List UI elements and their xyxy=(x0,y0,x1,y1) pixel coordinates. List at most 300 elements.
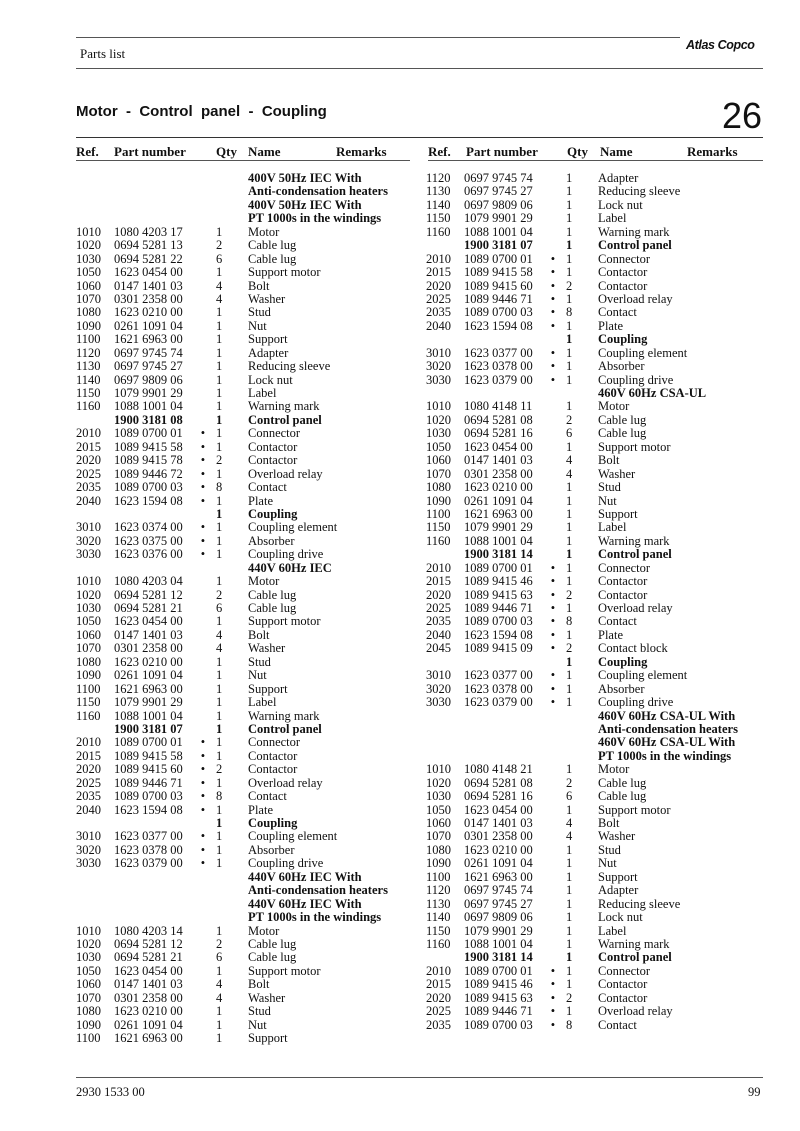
name-cell: Warning mark xyxy=(598,224,670,239)
part-row xyxy=(426,790,766,803)
part-row xyxy=(426,844,766,857)
part-number-cell: 1089 9415 60 xyxy=(114,762,183,777)
part-row xyxy=(426,441,766,454)
part-number-cell: 1623 1594 08 xyxy=(114,493,183,508)
part-number-cell: 1079 9901 29 xyxy=(464,211,533,226)
name-cell: Coupling drive xyxy=(598,372,674,387)
ref-cell: 1140 xyxy=(426,910,451,925)
part-number-cell: 1623 1594 08 xyxy=(464,627,533,642)
name-cell: Plate xyxy=(598,627,623,642)
bullet-mark: • xyxy=(550,305,556,320)
name-cell: Coupling element xyxy=(598,668,688,683)
name-cell: Support xyxy=(248,681,288,696)
part-number-cell: 1089 9446 71 xyxy=(464,601,533,615)
ref-cell: 1030 xyxy=(426,789,451,804)
qty-cell: 1 xyxy=(216,695,223,710)
name-cell: Label xyxy=(598,923,627,938)
qty-cell: 1 xyxy=(216,842,223,857)
variant-heading-text: 400V 50Hz IEC With xyxy=(248,171,362,185)
qty-cell: 1 xyxy=(566,265,573,280)
part-number-cell: 1089 0700 01 xyxy=(114,735,183,750)
qty-cell: 1 xyxy=(566,627,573,642)
qty-cell: 1 xyxy=(566,869,573,884)
variant-heading-text: Anti-condensation heaters xyxy=(248,883,388,898)
assembly-row xyxy=(426,239,766,252)
bullet-mark: • xyxy=(550,1004,556,1019)
part-row xyxy=(76,280,416,293)
qty-cell: 1 xyxy=(566,547,573,562)
bullet-mark: • xyxy=(550,574,556,589)
name-cell: Reducing sleeve xyxy=(248,359,331,374)
part-row xyxy=(426,360,766,373)
part-number-cell: 1089 9415 78 xyxy=(114,453,183,468)
part-row xyxy=(76,763,416,776)
part-number-cell: 0261 1091 04 xyxy=(114,1017,183,1032)
ref-cell: 1100 xyxy=(76,1031,101,1045)
part-number-cell: 0301 2358 00 xyxy=(114,291,183,306)
part-row xyxy=(426,669,766,682)
part-number-cell: 1089 9415 09 xyxy=(464,641,533,656)
part-row xyxy=(76,830,416,843)
name-cell: Nut xyxy=(248,1017,267,1032)
part-row xyxy=(76,750,416,763)
name-cell: Control panel xyxy=(248,412,322,427)
name-cell: Bolt xyxy=(248,278,270,293)
bullet-mark: • xyxy=(200,735,206,750)
qty-cell: 1 xyxy=(566,211,573,226)
parts-table-right xyxy=(426,172,766,1032)
part-row xyxy=(426,857,766,870)
bullet-mark: • xyxy=(550,681,556,696)
part-number-cell: 0697 9745 27 xyxy=(464,184,533,199)
part-number-cell: 1088 1001 04 xyxy=(464,224,533,239)
ref-cell: 1010 xyxy=(76,923,101,938)
qty-cell: 4 xyxy=(216,278,223,293)
part-number-cell: 0147 1401 03 xyxy=(114,278,183,293)
qty-cell: 1 xyxy=(566,681,573,696)
part-row xyxy=(76,925,416,938)
variant-heading-text: Anti-condensation heaters xyxy=(248,184,388,199)
part-number-cell: 1621 6963 00 xyxy=(464,506,533,521)
part-number-cell: 1089 9446 71 xyxy=(114,775,183,790)
name-cell: Coupling xyxy=(598,654,648,669)
ref-cell: 1090 xyxy=(76,1017,101,1032)
ref-cell: 1120 xyxy=(426,171,451,185)
ref-cell: 1010 xyxy=(426,762,451,777)
part-row xyxy=(76,347,416,360)
qty-cell: 8 xyxy=(566,305,573,320)
ref-cell: 1030 xyxy=(76,251,101,266)
qty-cell: 1 xyxy=(216,345,223,360)
qty-cell: 1 xyxy=(566,372,573,387)
ref-cell: 1100 xyxy=(426,869,451,884)
qty-cell: 1 xyxy=(566,695,573,710)
part-number-cell: 1621 6963 00 xyxy=(114,1031,183,1045)
part-row xyxy=(426,535,766,548)
ref-cell: 1060 xyxy=(426,816,451,830)
ref-cell: 1090 xyxy=(76,668,101,683)
part-row xyxy=(426,965,766,978)
ref-cell: 1130 xyxy=(426,184,451,199)
qty-cell: 6 xyxy=(216,950,223,965)
title-rule xyxy=(76,137,763,138)
bullet-mark: • xyxy=(550,372,556,387)
top-rule xyxy=(76,37,680,38)
ref-cell: 2040 xyxy=(426,318,451,333)
part-number-cell: 1623 0378 00 xyxy=(464,359,533,374)
part-number-cell: 0261 1091 04 xyxy=(114,668,183,683)
name-cell: Contact xyxy=(598,305,637,320)
qty-cell: 8 xyxy=(216,480,223,495)
part-row xyxy=(426,763,766,776)
part-row xyxy=(426,172,766,185)
part-row xyxy=(76,642,416,655)
qty-cell: 1 xyxy=(216,399,223,414)
bullet-mark: • xyxy=(200,775,206,790)
qty-cell: 1 xyxy=(216,332,223,347)
part-number-cell: 1623 0377 00 xyxy=(464,668,533,683)
ref-cell: 1080 xyxy=(426,480,451,495)
ref-cell: 3010 xyxy=(426,345,451,360)
part-number-cell: 0261 1091 04 xyxy=(464,856,533,871)
ref-cell: 1090 xyxy=(426,856,451,871)
ref-cell: 2040 xyxy=(76,802,101,817)
variant-heading xyxy=(426,723,766,736)
name-cell: Support motor xyxy=(248,963,321,978)
part-row xyxy=(76,615,416,628)
ref-cell: 2015 xyxy=(426,574,451,589)
part-number-cell: 1089 0700 03 xyxy=(464,614,533,629)
part-number-cell: 0147 1401 03 xyxy=(114,977,183,992)
name-cell: Motor xyxy=(248,574,280,589)
ref-cell: 1080 xyxy=(76,654,101,669)
part-row xyxy=(76,521,416,534)
name-cell: Bolt xyxy=(598,453,620,468)
name-cell: Label xyxy=(598,520,627,535)
qty-cell: 1 xyxy=(216,923,223,938)
part-number-cell: 1089 9446 72 xyxy=(114,466,183,481)
part-number-cell: 1900 3181 07 xyxy=(114,721,183,736)
part-row xyxy=(76,427,416,440)
name-cell: Contact xyxy=(248,480,287,495)
part-row xyxy=(426,185,766,198)
part-number-cell: 1079 9901 29 xyxy=(464,520,533,535)
brand-logo: Atlas Copco xyxy=(686,38,755,52)
part-number-cell: 1089 9415 58 xyxy=(114,748,183,763)
part-row xyxy=(426,830,766,843)
part-row xyxy=(426,266,766,279)
qty-cell: 1 xyxy=(216,386,223,400)
name-cell: Motor xyxy=(598,762,630,777)
qty-cell: 4 xyxy=(566,466,573,481)
qty-cell: 1 xyxy=(216,1017,223,1032)
qty-cell: 1 xyxy=(216,829,223,844)
part-row xyxy=(76,1032,416,1045)
name-cell: Bolt xyxy=(248,977,270,992)
ref-cell: 1070 xyxy=(76,641,101,656)
name-cell: Support xyxy=(248,332,288,347)
part-row xyxy=(76,548,416,561)
ref-cell: 1160 xyxy=(426,533,451,548)
col-head-name: Name xyxy=(248,144,281,159)
bullet-mark: • xyxy=(200,520,206,535)
name-cell: Stud xyxy=(598,842,621,857)
name-cell: Washer xyxy=(598,466,636,481)
bullet-mark: • xyxy=(550,560,556,575)
part-number-cell: 1089 0700 01 xyxy=(464,560,533,575)
ref-cell: 3030 xyxy=(76,856,101,871)
ref-cell: 2025 xyxy=(426,1004,451,1019)
ref-cell: 1060 xyxy=(76,977,101,992)
name-cell: Cable lug xyxy=(248,238,297,253)
part-number-cell: 1089 9415 63 xyxy=(464,587,533,602)
name-cell: Coupling element xyxy=(248,520,338,535)
part-number-cell: 1089 0700 03 xyxy=(464,305,533,320)
qty-cell: 1 xyxy=(216,668,223,683)
ref-cell: 2025 xyxy=(426,601,451,615)
part-number-cell: 0697 9745 27 xyxy=(464,896,533,911)
name-cell: Stud xyxy=(248,1004,271,1019)
part-row xyxy=(426,978,766,991)
ref-cell: 2040 xyxy=(76,493,101,508)
part-row xyxy=(76,844,416,857)
part-row xyxy=(426,683,766,696)
ref-cell: 1100 xyxy=(426,506,451,521)
part-number-cell: 0694 5281 12 xyxy=(114,936,183,951)
part-number-cell: 1089 0700 01 xyxy=(464,963,533,978)
name-cell: Overload relay xyxy=(598,601,673,615)
name-cell: Overload relay xyxy=(248,775,323,790)
qty-cell: 2 xyxy=(216,762,223,777)
qty-cell: 4 xyxy=(566,829,573,844)
part-row xyxy=(426,280,766,293)
qty-cell: 1 xyxy=(566,883,573,898)
part-number-cell: 1089 0700 03 xyxy=(114,789,183,804)
name-cell: Motor xyxy=(598,399,630,414)
part-number-cell: 1080 4148 21 xyxy=(464,762,533,777)
qty-cell: 1 xyxy=(216,439,223,454)
ref-cell: 2020 xyxy=(76,762,101,777)
qty-cell: 1 xyxy=(566,896,573,911)
name-cell: Overload relay xyxy=(598,291,673,306)
qty-cell: 1 xyxy=(566,963,573,978)
qty-cell: 1 xyxy=(216,708,223,723)
qty-cell: 1 xyxy=(566,291,573,306)
ref-cell: 1010 xyxy=(76,224,101,239)
part-number-cell: 1621 6963 00 xyxy=(114,332,183,347)
qty-cell: 1 xyxy=(566,359,573,374)
part-row xyxy=(426,898,766,911)
part-number-cell: 1623 0379 00 xyxy=(464,695,533,710)
ref-cell: 1160 xyxy=(426,224,451,239)
qty-cell: 1 xyxy=(216,1031,223,1045)
part-row xyxy=(426,253,766,266)
name-cell: Connector xyxy=(248,426,301,441)
ref-cell: 1020 xyxy=(76,936,101,951)
bullet-mark: • xyxy=(550,291,556,306)
bullet-mark: • xyxy=(550,990,556,1005)
qty-cell: 6 xyxy=(566,426,573,441)
ref-cell: 1080 xyxy=(426,842,451,857)
ref-cell: 1160 xyxy=(426,936,451,951)
ref-cell: 1150 xyxy=(426,211,451,226)
qty-cell: 1 xyxy=(216,654,223,669)
variant-heading xyxy=(426,736,766,749)
name-cell: Plate xyxy=(248,802,273,817)
part-row xyxy=(76,575,416,588)
ref-cell: 1050 xyxy=(76,614,101,629)
bullet-mark: • xyxy=(550,318,556,333)
qty-cell: 1 xyxy=(216,681,223,696)
variant-heading xyxy=(426,710,766,723)
part-number-cell: 1621 6963 00 xyxy=(114,681,183,696)
ref-cell: 1150 xyxy=(76,695,101,710)
qty-cell: 6 xyxy=(566,789,573,804)
part-row xyxy=(76,602,416,615)
part-row xyxy=(76,400,416,413)
part-row xyxy=(76,710,416,723)
part-row xyxy=(426,925,766,938)
ref-cell: 1090 xyxy=(76,318,101,333)
variant-heading-text: 460V 60Hz CSA-UL With xyxy=(598,735,736,750)
name-cell: Cable lug xyxy=(598,789,647,804)
ref-cell: 1060 xyxy=(76,278,101,293)
ref-cell: 1120 xyxy=(76,345,101,360)
part-row xyxy=(426,602,766,615)
ref-cell: 2040 xyxy=(426,627,451,642)
ref-cell: 1030 xyxy=(76,601,101,615)
part-number-cell: 0694 5281 21 xyxy=(114,601,183,615)
qty-cell: 1 xyxy=(216,520,223,535)
name-cell: Support motor xyxy=(598,802,671,817)
qty-cell: 1 xyxy=(566,856,573,871)
qty-cell: 1 xyxy=(566,439,573,454)
ref-cell: 1160 xyxy=(76,708,101,723)
part-number-cell: 0301 2358 00 xyxy=(464,829,533,844)
part-number-cell: 1623 1594 08 xyxy=(464,318,533,333)
qty-cell: 1 xyxy=(216,775,223,790)
name-cell: Cable lug xyxy=(598,775,647,790)
part-number-cell: 1089 0700 03 xyxy=(464,1017,533,1032)
bullet-mark: • xyxy=(550,963,556,978)
bullet-mark: • xyxy=(200,547,206,562)
part-number-cell: 0694 5281 16 xyxy=(464,426,533,441)
header-rule xyxy=(76,68,763,69)
ref-cell: 2035 xyxy=(426,614,451,629)
name-cell: Adapter xyxy=(248,345,289,360)
qty-cell: 1 xyxy=(216,963,223,978)
name-cell: Contactor xyxy=(598,265,648,280)
assembly-row xyxy=(76,414,416,427)
bullet-mark: • xyxy=(550,614,556,629)
name-cell: Support motor xyxy=(248,614,321,629)
part-row xyxy=(76,992,416,1005)
name-cell: Contactor xyxy=(598,278,648,293)
qty-cell: 4 xyxy=(566,816,573,830)
part-row xyxy=(76,589,416,602)
part-number-cell: 0694 5281 08 xyxy=(464,412,533,427)
qty-cell: 1 xyxy=(566,171,573,185)
qty-cell: 1 xyxy=(566,506,573,521)
part-number-cell: 1623 0210 00 xyxy=(464,480,533,495)
name-cell: Cable lug xyxy=(248,950,297,965)
ref-cell: 2025 xyxy=(76,466,101,481)
qty-cell: 4 xyxy=(216,990,223,1005)
variant-heading-text: Anti-condensation heaters xyxy=(598,721,738,736)
name-cell: Label xyxy=(248,695,277,710)
part-number-cell: 1623 0454 00 xyxy=(114,265,183,280)
qty-cell: 1 xyxy=(216,466,223,481)
ref-cell: 2015 xyxy=(426,977,451,992)
part-number-cell: 0697 9745 74 xyxy=(114,345,183,360)
ref-cell: 3010 xyxy=(76,829,101,844)
qty-cell: 1 xyxy=(566,184,573,199)
name-cell: Cable lug xyxy=(248,251,297,266)
part-number-cell: 1900 3181 14 xyxy=(464,950,533,965)
qty-cell: 1 xyxy=(216,547,223,562)
name-cell: Control panel xyxy=(598,238,672,253)
part-row xyxy=(76,951,416,964)
qty-cell: 1 xyxy=(566,950,573,965)
qty-cell: 2 xyxy=(566,775,573,790)
ref-cell: 1140 xyxy=(426,197,451,212)
qty-cell: 2 xyxy=(216,936,223,951)
ref-cell: 3010 xyxy=(426,668,451,683)
name-cell: Connector xyxy=(248,735,301,750)
part-number-cell: 0301 2358 00 xyxy=(114,990,183,1005)
ref-cell: 2015 xyxy=(76,439,101,454)
part-number-cell: 1623 0378 00 xyxy=(114,842,183,857)
part-row xyxy=(76,320,416,333)
name-cell: Washer xyxy=(248,291,286,306)
qty-cell: 2 xyxy=(216,238,223,253)
part-number-cell: 0694 5281 16 xyxy=(464,789,533,804)
qty-cell: 4 xyxy=(216,291,223,306)
name-cell: Reducing sleeve xyxy=(598,184,681,199)
qty-cell: 1 xyxy=(216,305,223,320)
part-number-cell: 0697 9809 06 xyxy=(464,910,533,925)
ref-cell: 1050 xyxy=(76,265,101,280)
name-cell: Contactor xyxy=(598,587,648,602)
ref-cell: 1050 xyxy=(426,802,451,817)
part-number-cell: 0261 1091 04 xyxy=(114,318,183,333)
part-number-cell: 1623 0454 00 xyxy=(114,963,183,978)
part-number-cell: 1623 0454 00 xyxy=(464,802,533,817)
part-row xyxy=(426,468,766,481)
variant-heading xyxy=(76,212,416,225)
ref-cell: 3030 xyxy=(426,372,451,387)
variant-heading xyxy=(76,185,416,198)
name-cell: Cable lug xyxy=(248,936,297,951)
ref-cell: 1010 xyxy=(426,399,451,414)
part-row xyxy=(76,965,416,978)
part-row xyxy=(76,253,416,266)
qty-cell: 4 xyxy=(216,977,223,992)
name-cell: Nut xyxy=(598,493,617,508)
part-number-cell: 0697 9809 06 xyxy=(464,197,533,212)
name-cell: Support xyxy=(598,506,638,521)
qty-cell: 1 xyxy=(216,359,223,374)
part-number-cell: 0694 5281 08 xyxy=(464,775,533,790)
name-cell: Contact xyxy=(248,789,287,804)
footer-rule xyxy=(76,1077,763,1078)
qty-cell: 1 xyxy=(566,480,573,495)
name-cell: Coupling drive xyxy=(598,695,674,710)
assembly-row xyxy=(426,548,766,561)
qty-cell: 1 xyxy=(566,601,573,615)
ref-cell: 1050 xyxy=(426,439,451,454)
part-row xyxy=(76,656,416,669)
